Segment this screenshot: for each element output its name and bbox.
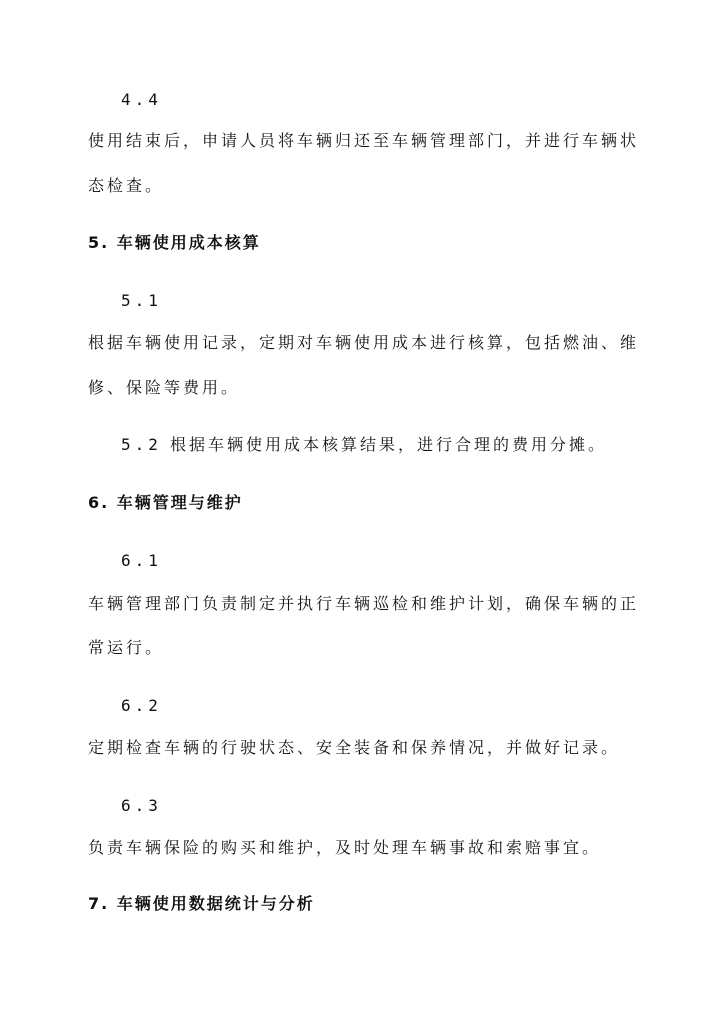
- item-text-5-2: 根据车辆使用成本核算结果，进行合理的费用分摊。: [170, 435, 608, 454]
- item-text-5-1-continuation: 修、保险等费用。: [88, 378, 241, 397]
- item-number-6-2: 6.2: [121, 696, 162, 715]
- item-number-5-1: 5.1: [121, 291, 162, 310]
- item-number-6-3: 6.3: [121, 796, 162, 815]
- section-heading-7: 7. 车辆使用数据统计与分析: [88, 894, 315, 913]
- item-text-4-4-continuation: 态检查。: [88, 176, 165, 195]
- section-heading-6: 6. 车辆管理与维护: [88, 493, 243, 512]
- item-5-2: [121, 435, 607, 455]
- item-number-4-4: 4.4: [121, 90, 162, 109]
- item-text-4-4: 使用结束后，申请人员将车辆归还至车辆管理部门，并进行车辆状: [88, 131, 640, 150]
- item-text-6-1-continuation: 常运行。: [88, 638, 165, 657]
- item-text-6-3: 负责车辆保险的购买和维护，及时处理车辆事故和索赔事宜。: [88, 838, 602, 857]
- item-number-5-2: 5.2: [121, 435, 162, 454]
- item-text-6-1: 车辆管理部门负责制定并执行车辆巡检和维护计划，确保车辆的正: [88, 594, 640, 613]
- item-text-6-2: 定期检查车辆的行驶状态、安全装备和保养情况，并做好记录。: [88, 738, 621, 757]
- section-heading-5: 5. 车辆使用成本核算: [88, 233, 261, 252]
- item-text-5-1: 根据车辆使用记录，定期对车辆使用成本进行核算，包括燃油、维: [88, 333, 640, 352]
- item-number-6-1: 6.1: [121, 551, 162, 570]
